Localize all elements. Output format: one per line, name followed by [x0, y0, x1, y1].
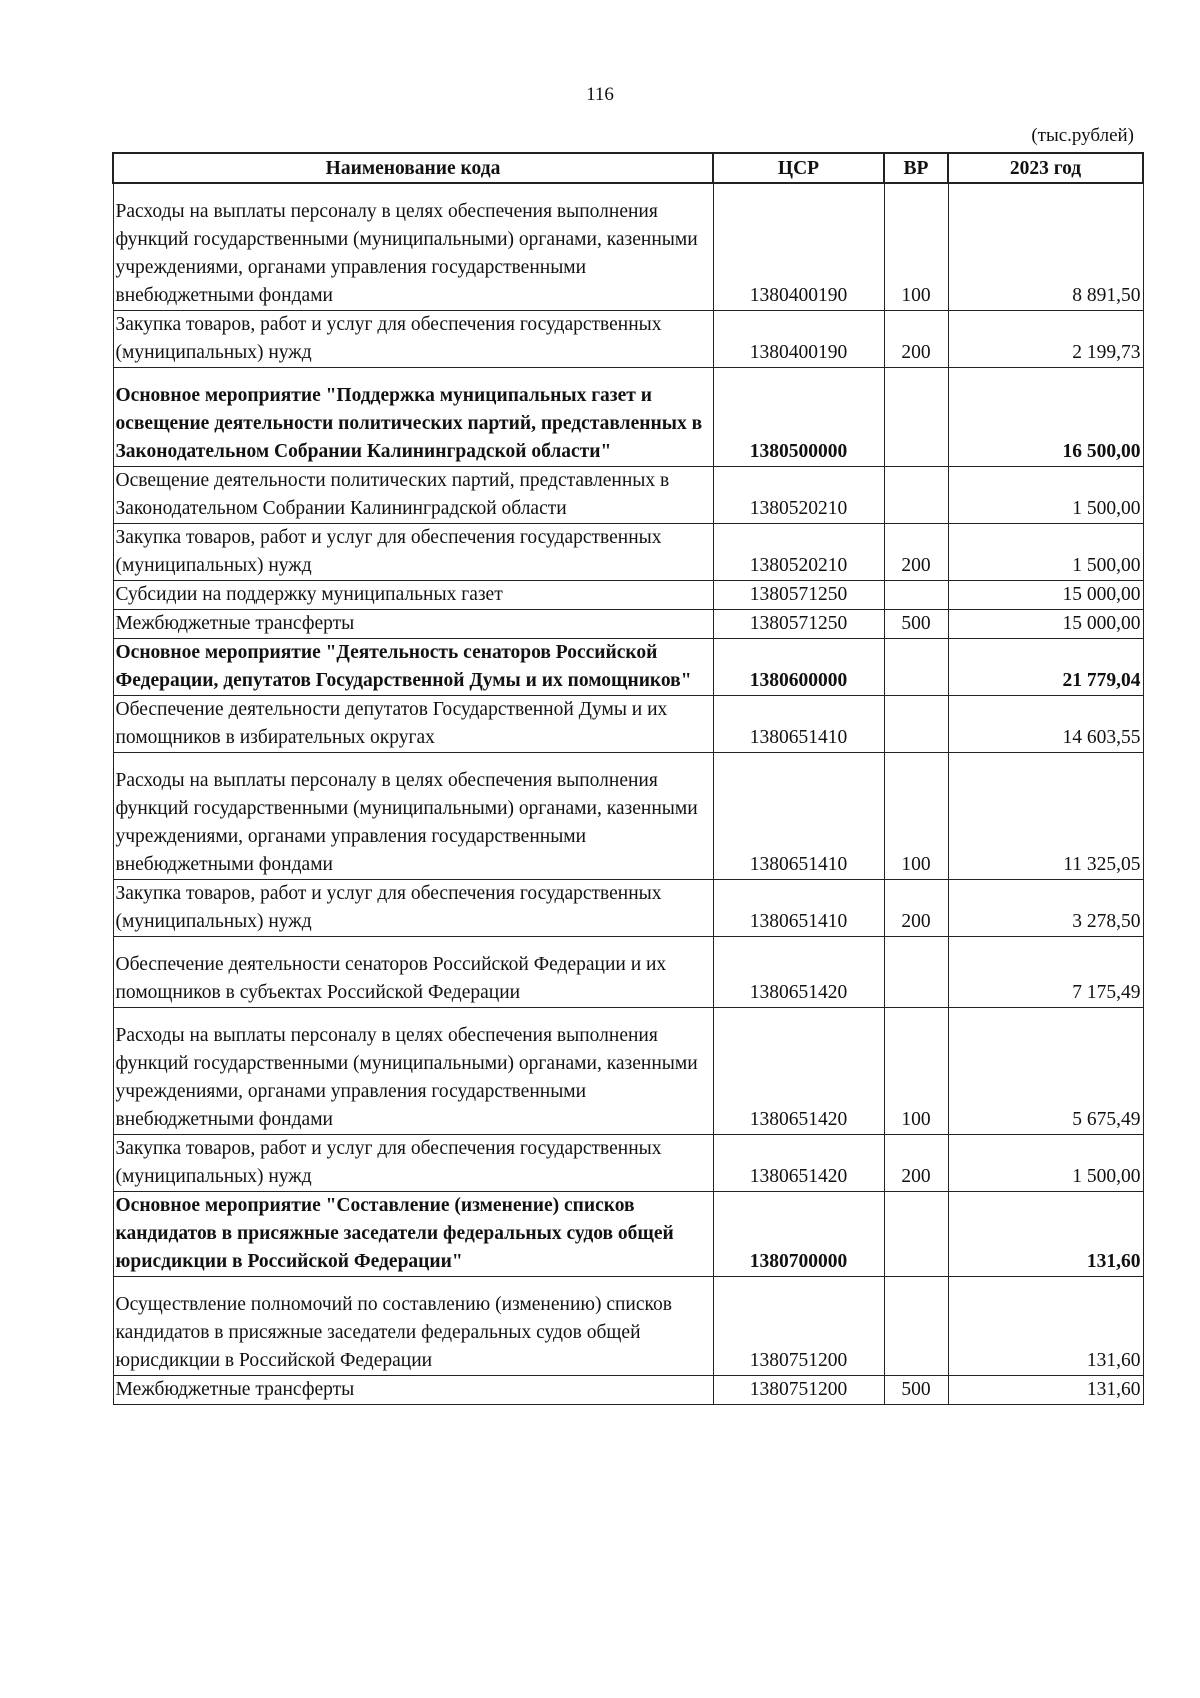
- table-row: [113, 880, 1143, 937]
- cell-csr: 1380571250: [713, 581, 884, 610]
- cell-name: Межбюджетные трансферты: [113, 610, 713, 639]
- cell-vr: [884, 696, 948, 753]
- cell-csr: 1380571250: [713, 610, 884, 639]
- cell-csr: 1380651420: [713, 937, 884, 1008]
- header-csr: ЦСР: [713, 153, 884, 183]
- table-body: [113, 183, 1143, 1405]
- cell-amount: 1 500,00: [948, 467, 1143, 524]
- cell-vr: [884, 368, 948, 467]
- cell-vr: 100: [884, 753, 948, 880]
- cell-csr: 1380520210: [713, 467, 884, 524]
- cell-csr: 1380651410: [713, 880, 884, 937]
- cell-name: Субсидии на поддержку муниципальных газет: [113, 581, 713, 610]
- table-row: [113, 1277, 1143, 1376]
- cell-name: Закупка товаров, работ и услуг для обеспечения государственных (муниципальных) нужд: [113, 311, 713, 368]
- cell-name: Основное мероприятие "Составление (изменение) списков кандидатов в присяжные заседатели федеральных судов общей юрисдикции в Российской Федерации": [113, 1192, 713, 1277]
- cell-csr: 1380651420: [713, 1135, 884, 1192]
- cell-name: Обеспечение деятельности депутатов Государственной Думы и их помощников в избирательных округах: [113, 696, 713, 753]
- cell-csr: 1380651410: [713, 696, 884, 753]
- cell-amount: 5 675,49: [948, 1008, 1143, 1135]
- cell-csr: 1380751200: [713, 1376, 884, 1405]
- cell-name: Основное мероприятие "Поддержка муниципальных газет и освещение деятельности политических партий, представленных в Законодательном Собрании Калининградской области": [113, 368, 713, 467]
- cell-name: Обеспечение деятельности сенаторов Российской Федерации и их помощников в субъектах Российской Федерации: [113, 937, 713, 1008]
- cell-vr: [884, 937, 948, 1008]
- cell-amount: 11 325,05: [948, 753, 1143, 880]
- units-label: (тыс.рублей): [1031, 125, 1134, 146]
- cell-csr: 1380400190: [713, 183, 884, 311]
- cell-name: Закупка товаров, работ и услуг для обеспечения государственных (муниципальных) нужд: [113, 524, 713, 581]
- cell-amount: 3 278,50: [948, 880, 1143, 937]
- cell-name: Расходы на выплаты персоналу в целях обеспечения выполнения функций государственными (муниципальными) органами, казенными учреждениями, органами управления государственными внебюджетными фондами: [113, 183, 713, 311]
- cell-vr: 100: [884, 183, 948, 311]
- cell-amount: 2 199,73: [948, 311, 1143, 368]
- cell-vr: 200: [884, 524, 948, 581]
- table-row: [113, 696, 1143, 753]
- cell-csr: 1380651420: [713, 1008, 884, 1135]
- cell-vr: 200: [884, 311, 948, 368]
- cell-csr: 1380751200: [713, 1277, 884, 1376]
- cell-csr: 1380400190: [713, 311, 884, 368]
- cell-csr: 1380600000: [713, 639, 884, 696]
- cell-vr: [884, 467, 948, 524]
- table-row: [113, 1008, 1143, 1135]
- cell-csr: 1380651410: [713, 753, 884, 880]
- cell-name: Основное мероприятие "Деятельность сенаторов Российской Федерации, депутатов Государственной Думы и их помощников": [113, 639, 713, 696]
- cell-vr: 200: [884, 880, 948, 937]
- header-vr: ВР: [884, 153, 948, 183]
- cell-name: Освещение деятельности политических партий, представленных в Законодательном Собрании Калининградской области: [113, 467, 713, 524]
- cell-amount: 1 500,00: [948, 1135, 1143, 1192]
- table-row: [113, 581, 1143, 610]
- budget-table: [112, 152, 1144, 1405]
- table-row: [113, 524, 1143, 581]
- page-number: 116: [586, 84, 614, 105]
- cell-vr: 200: [884, 1135, 948, 1192]
- cell-vr: [884, 1277, 948, 1376]
- table-header-row: [113, 153, 1143, 183]
- table-row-main-activity: [113, 368, 1143, 467]
- cell-vr: 500: [884, 610, 948, 639]
- table-row: [113, 937, 1143, 1008]
- cell-amount: 16 500,00: [948, 368, 1143, 467]
- cell-csr: 1380520210: [713, 524, 884, 581]
- table-row: [113, 1376, 1143, 1405]
- cell-name: Расходы на выплаты персоналу в целях обеспечения выполнения функций государственными (муниципальными) органами, казенными учреждениями, органами управления государственными внебюджетными фондами: [113, 753, 713, 880]
- table-row-main-activity: [113, 639, 1143, 696]
- cell-vr: [884, 1192, 948, 1277]
- table-row: [113, 1135, 1143, 1192]
- cell-vr: 100: [884, 1008, 948, 1135]
- cell-name: Закупка товаров, работ и услуг для обеспечения государственных (муниципальных) нужд: [113, 880, 713, 937]
- table-row: [113, 467, 1143, 524]
- table-row: [113, 311, 1143, 368]
- cell-vr: 500: [884, 1376, 948, 1405]
- cell-amount: 14 603,55: [948, 696, 1143, 753]
- cell-amount: 15 000,00: [948, 610, 1143, 639]
- cell-amount: 1 500,00: [948, 524, 1143, 581]
- cell-amount: 8 891,50: [948, 183, 1143, 311]
- cell-amount: 131,60: [948, 1376, 1143, 1405]
- cell-vr: [884, 639, 948, 696]
- cell-amount: 21 779,04: [948, 639, 1143, 696]
- cell-amount: 15 000,00: [948, 581, 1143, 610]
- table-row-main-activity: [113, 1192, 1143, 1277]
- table-row: [113, 183, 1143, 311]
- header-amount: 2023 год: [948, 153, 1143, 183]
- cell-name: Осуществление полномочий по составлению (изменению) списков кандидатов в присяжные заседатели федеральных судов общей юрисдикции в Российской Федерации: [113, 1277, 713, 1376]
- cell-name: Закупка товаров, работ и услуг для обеспечения государственных (муниципальных) нужд: [113, 1135, 713, 1192]
- cell-amount: 7 175,49: [948, 937, 1143, 1008]
- cell-csr: 1380500000: [713, 368, 884, 467]
- cell-name: Расходы на выплаты персоналу в целях обеспечения выполнения функций государственными (муниципальными) органами, казенными учреждениями, органами управления государственными внебюджетными фондами: [113, 1008, 713, 1135]
- cell-vr: [884, 581, 948, 610]
- cell-amount: 131,60: [948, 1277, 1143, 1376]
- cell-amount: 131,60: [948, 1192, 1143, 1277]
- table-row: [113, 610, 1143, 639]
- cell-name: Межбюджетные трансферты: [113, 1376, 713, 1405]
- header-name: Наименование кода: [113, 153, 713, 183]
- cell-csr: 1380700000: [713, 1192, 884, 1277]
- table-row: [113, 753, 1143, 880]
